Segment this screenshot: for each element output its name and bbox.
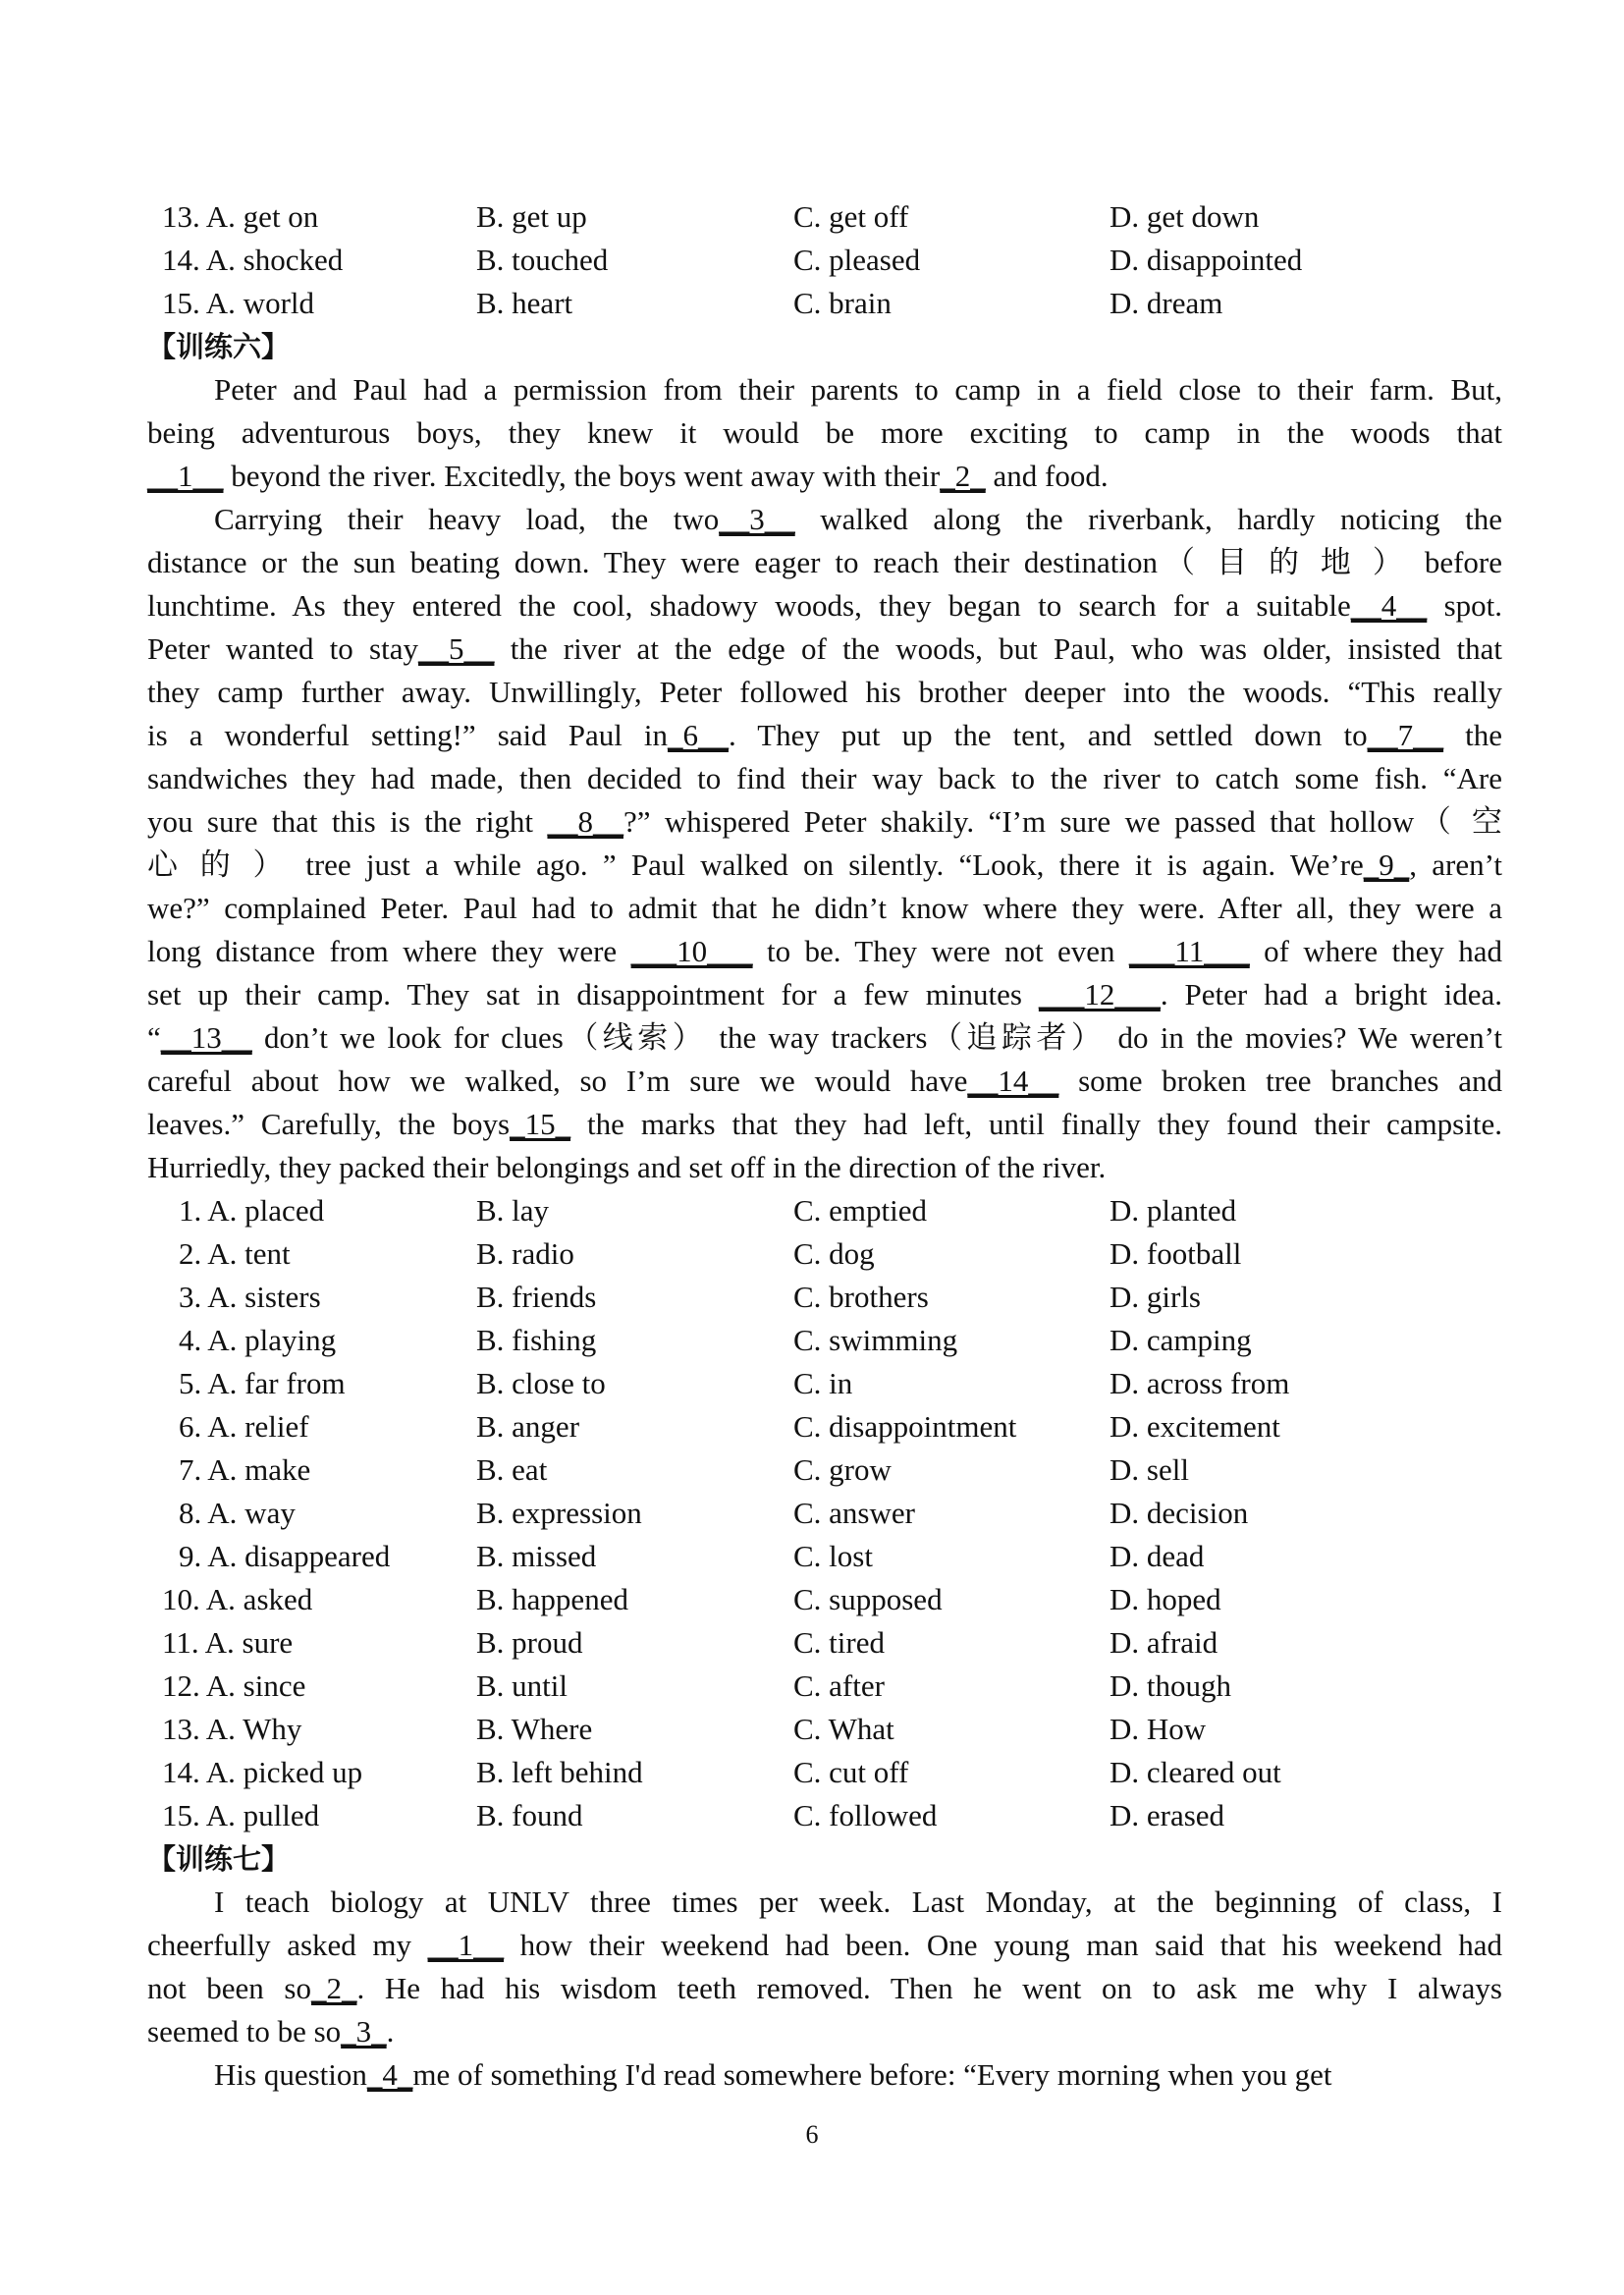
option-c: C. tired xyxy=(793,1625,885,1660)
option-c: C. followed xyxy=(793,1798,938,1832)
option-a xyxy=(179,1492,296,1535)
answer-blank: __1__ xyxy=(427,1928,505,1962)
option-row xyxy=(147,1535,1502,1578)
option-a xyxy=(162,1621,293,1665)
option-row xyxy=(147,282,1502,325)
option-row xyxy=(147,1232,1502,1276)
option-a xyxy=(179,1448,310,1492)
option-a-text: A. make xyxy=(207,1452,311,1487)
passage-text: how their weekend had been. One young man said that his weekend had xyxy=(504,1928,1502,1962)
option-a xyxy=(179,1319,336,1362)
option-c: C. brain xyxy=(793,286,892,320)
question-number: 9. xyxy=(179,1539,202,1573)
passage-text: careful about how we walked, so I’m sure we would have xyxy=(147,1064,968,1098)
answer-blank: _4_ xyxy=(366,2057,413,2092)
option-c: C. What xyxy=(793,1712,894,1746)
option-b: B. proud xyxy=(476,1625,583,1660)
question-number: 10. xyxy=(162,1582,200,1616)
option-b: B. radio xyxy=(476,1236,574,1271)
passage-line xyxy=(147,498,1502,541)
answer-blank: _15_ xyxy=(510,1107,571,1141)
passage-text: beyond the river. Excitedly, the boys went away with their xyxy=(223,459,941,493)
question-number: 6. xyxy=(179,1409,202,1444)
section-six-options xyxy=(147,1189,1502,1837)
answer-blank: __3__ xyxy=(719,502,795,536)
option-d: D. sell xyxy=(1110,1452,1189,1487)
option-c: C. cut off xyxy=(793,1755,909,1789)
passage-text: walked along the riverbank, hardly noticing the xyxy=(794,502,1502,536)
question-number: 5. xyxy=(179,1366,202,1400)
passage-text: don’t we look for clues（线索） the way trackers（追踪者） do in the movies? We weren’t xyxy=(251,1020,1502,1055)
passage-text: long distance from where they were xyxy=(147,934,631,968)
passage-line xyxy=(147,887,1502,930)
option-a xyxy=(179,1276,321,1319)
section-six-passage xyxy=(147,368,1502,1189)
option-a-text: A. relief xyxy=(207,1409,309,1444)
answer-blank: __4__ xyxy=(1350,588,1428,623)
passage-text: being adventurous boys, they knew it would be more exciting to camp in the woods that xyxy=(147,415,1502,450)
passage-line xyxy=(147,628,1502,671)
option-a xyxy=(162,1708,301,1751)
option-b: B. until xyxy=(476,1668,568,1703)
option-d: D. afraid xyxy=(1110,1625,1218,1660)
passage-text: and food. xyxy=(985,459,1109,493)
passage-line xyxy=(147,1881,1502,1924)
option-a-text: A. disappeared xyxy=(207,1539,391,1573)
option-d: D. though xyxy=(1110,1668,1231,1703)
question-number: 4. xyxy=(179,1323,202,1357)
question-number: 15. xyxy=(162,1798,200,1832)
passage-line xyxy=(147,541,1502,584)
option-b: B. heart xyxy=(476,286,573,320)
option-a xyxy=(162,1665,305,1708)
option-a-text: A. sisters xyxy=(207,1280,321,1314)
option-a xyxy=(179,1362,346,1405)
passage-text: ?” whispered Peter shakily. “I’m sure we passed that hollow（ 空 xyxy=(623,804,1502,839)
passage-text: distance or the sun beating down. They were eager to reach their destination（ 目 的 地 ） before xyxy=(147,545,1502,579)
passage-text: cheerfully asked my xyxy=(147,1928,428,1962)
option-a-text: A. sure xyxy=(204,1625,294,1660)
option-a-text: A. pulled xyxy=(205,1798,320,1832)
option-b: B. expression xyxy=(476,1496,642,1530)
question-number: 8. xyxy=(179,1496,202,1530)
passage-text: seemed to be so xyxy=(147,2014,342,2049)
passage-text: Peter and Paul had a permission from their parents to camp in a field close to their farm. But, xyxy=(214,372,1502,407)
option-b: B. lay xyxy=(476,1193,550,1228)
option-d: D. get down xyxy=(1110,199,1260,234)
passage-line xyxy=(147,1060,1502,1103)
option-c: C. in xyxy=(793,1366,853,1400)
option-a xyxy=(162,1578,312,1621)
option-b: B. anger xyxy=(476,1409,580,1444)
option-d: D. hoped xyxy=(1110,1582,1221,1616)
option-c: C. pleased xyxy=(793,243,921,277)
option-a xyxy=(179,1535,390,1578)
option-b: B. get up xyxy=(476,199,587,234)
question-number: 13. xyxy=(162,199,200,234)
question-number: 1. xyxy=(179,1193,202,1228)
question-number: 2. xyxy=(179,1236,202,1271)
answer-blank: __13__ xyxy=(160,1020,252,1055)
option-row xyxy=(147,1578,1502,1621)
passage-line xyxy=(147,455,1502,498)
option-row xyxy=(147,1794,1502,1837)
question-number: 15. xyxy=(162,286,200,320)
option-a-text: A. Why xyxy=(205,1712,302,1746)
option-row xyxy=(147,1708,1502,1751)
passage-text: is a wonderful setting!” said Paul in xyxy=(147,718,668,752)
passage-text: . Peter had a bright idea. xyxy=(1160,977,1502,1011)
passage-text: Hurriedly, they packed their belongings and set off in the direction of the river. xyxy=(147,1150,1107,1184)
passage-line xyxy=(147,757,1502,800)
answer-blank: __8__ xyxy=(547,804,623,839)
passage-text: we?” complained Peter. Paul had to admit that he didn’t know where they were. After all, they were a xyxy=(147,891,1502,925)
passage-line xyxy=(147,2053,1502,2097)
option-d: D. erased xyxy=(1110,1798,1225,1832)
passage-text: they camp further away. Unwillingly, Peter followed his brother deeper into the woods. “This really xyxy=(147,675,1502,709)
option-row xyxy=(147,1665,1502,1708)
option-c: C. after xyxy=(793,1668,885,1703)
option-a xyxy=(162,195,318,239)
option-row xyxy=(147,1621,1502,1665)
option-row xyxy=(147,239,1502,282)
question-number: 13. xyxy=(162,1712,200,1746)
passage-line xyxy=(147,844,1502,887)
section-seven-title: 【训练七】 xyxy=(147,1842,291,1876)
passage-text: you sure that this is the right xyxy=(147,804,548,839)
option-a xyxy=(179,1232,291,1276)
option-d: D. across from xyxy=(1110,1366,1290,1400)
answer-blank: ___11___ xyxy=(1128,934,1250,968)
passage-line xyxy=(147,714,1502,757)
passage-text: me of something I'd read somewhere before: “Every morning when you get xyxy=(412,2057,1332,2092)
question-number: 7. xyxy=(179,1452,202,1487)
option-d: D. football xyxy=(1110,1236,1242,1271)
answer-blank: ___12___ xyxy=(1038,977,1161,1011)
option-c: C. grow xyxy=(793,1452,892,1487)
passage-text: the river at the edge of the woods, but Paul, who was older, insisted that xyxy=(494,631,1502,666)
passage-text: . xyxy=(386,2014,395,2049)
question-number: 14. xyxy=(162,1755,200,1789)
option-row xyxy=(147,1319,1502,1362)
answer-blank: __14__ xyxy=(967,1064,1059,1098)
option-b: B. found xyxy=(476,1798,583,1832)
passage-line xyxy=(147,368,1502,411)
option-b: B. Where xyxy=(476,1712,593,1746)
option-b: B. friends xyxy=(476,1280,597,1314)
option-c: C. swimming xyxy=(793,1323,958,1357)
option-c: C. dog xyxy=(793,1236,875,1271)
option-d: D. cleared out xyxy=(1110,1755,1281,1789)
passage-line xyxy=(147,1146,1502,1189)
option-a xyxy=(162,239,343,282)
answer-blank: __7__ xyxy=(1367,718,1444,752)
passage-line xyxy=(147,584,1502,628)
passage-text: spot. xyxy=(1427,588,1502,623)
option-b: B. happened xyxy=(476,1582,628,1616)
passage-text: the xyxy=(1443,718,1503,752)
answer-blank: _3_ xyxy=(341,2014,387,2049)
option-row xyxy=(147,1276,1502,1319)
passage-line xyxy=(147,800,1502,844)
passage-line xyxy=(147,671,1502,714)
option-a xyxy=(162,1794,319,1837)
previous-options xyxy=(147,195,1502,325)
option-c: C. lost xyxy=(793,1539,873,1573)
option-a-text: A. playing xyxy=(207,1323,337,1357)
option-c: C. brothers xyxy=(793,1280,929,1314)
option-c: C. answer xyxy=(793,1496,915,1530)
option-c: C. disappointment xyxy=(793,1409,1017,1444)
option-a-text: A. asked xyxy=(205,1582,313,1616)
passage-line xyxy=(147,411,1502,455)
option-row xyxy=(147,195,1502,239)
option-b: B. eat xyxy=(476,1452,548,1487)
passage-line xyxy=(147,2010,1502,2053)
passage-text: not been so xyxy=(147,1971,311,2005)
passage-text: I teach biology at UNLV three times per week. Last Monday, at the beginning of class, I xyxy=(214,1885,1502,1919)
option-a xyxy=(162,1751,362,1794)
passage-line xyxy=(147,1967,1502,2010)
question-number: 12. xyxy=(162,1668,200,1703)
option-d: D. girls xyxy=(1110,1280,1201,1314)
question-number: 3. xyxy=(179,1280,202,1314)
option-a xyxy=(179,1189,324,1232)
option-c: C. emptied xyxy=(793,1193,928,1228)
passage-text: set up their camp. They sat in disappointment for a few minutes xyxy=(147,977,1039,1011)
passage-text: His question xyxy=(214,2057,367,2092)
option-b: B. fishing xyxy=(476,1323,597,1357)
option-row xyxy=(147,1751,1502,1794)
option-row xyxy=(147,1492,1502,1535)
answer-blank: __1__ xyxy=(147,459,224,493)
option-row xyxy=(147,1362,1502,1405)
answer-blank: _9_ xyxy=(1363,847,1410,882)
option-d: D. excitement xyxy=(1110,1409,1280,1444)
passage-text: some broken tree branches and xyxy=(1058,1064,1502,1098)
question-number: 11. xyxy=(162,1625,199,1660)
option-d: D. camping xyxy=(1110,1323,1252,1357)
question-number: 14. xyxy=(162,243,200,277)
passage-text: of where they had xyxy=(1249,934,1503,968)
option-a-text: A. shocked xyxy=(205,243,344,277)
passage-line xyxy=(147,930,1502,973)
passage-line xyxy=(147,1016,1502,1060)
page-number: 6 xyxy=(805,2120,819,2149)
option-a-text: A. tent xyxy=(207,1236,291,1271)
option-a-text: A. picked up xyxy=(205,1755,363,1789)
answer-blank: _2_ xyxy=(940,459,986,493)
passage-text: , aren’t xyxy=(1409,847,1502,882)
option-d: D. planted xyxy=(1110,1193,1237,1228)
option-row xyxy=(147,1405,1502,1448)
passage-text: 心 的 ） tree just a while ago. ” Paul walked on silently. “Look, there it is again. We’re xyxy=(147,847,1364,882)
option-d: D. disappointed xyxy=(1110,243,1303,277)
passage-text: sandwiches they had made, then decided to find their way back to the river to catch some fish. “Are xyxy=(147,761,1502,795)
answer-blank: _2_ xyxy=(310,1971,357,2005)
section-six-title: 【训练六】 xyxy=(147,330,291,363)
option-c: C. supposed xyxy=(793,1582,943,1616)
option-a-text: A. placed xyxy=(207,1193,325,1228)
passage-text: the marks that they had left, until finally they found their campsite. xyxy=(570,1107,1502,1141)
option-d: D. dead xyxy=(1110,1539,1205,1573)
option-b: B. close to xyxy=(476,1366,606,1400)
passage-line xyxy=(147,1103,1502,1146)
section-seven-passage xyxy=(147,1881,1502,2097)
passage-line xyxy=(147,973,1502,1016)
answer-blank: ___10___ xyxy=(630,934,753,968)
option-a-text: A. since xyxy=(205,1668,306,1703)
option-b: B. missed xyxy=(476,1539,597,1573)
option-a-text: A. get on xyxy=(205,199,319,234)
option-a-text: A. far from xyxy=(207,1366,346,1400)
passage-text: lunchtime. As they entered the cool, shadowy woods, they began to search for a suitable xyxy=(147,588,1351,623)
option-a xyxy=(179,1405,309,1448)
answer-blank: __5__ xyxy=(417,631,495,666)
option-a-text: A. way xyxy=(207,1496,296,1530)
passage-text: leaves.” Carefully, the boys xyxy=(147,1107,511,1141)
option-d: D. decision xyxy=(1110,1496,1249,1530)
passage-text: “ xyxy=(147,1020,161,1055)
option-a-text: A. world xyxy=(205,286,315,320)
option-d: D. How xyxy=(1110,1712,1207,1746)
option-b: B. touched xyxy=(476,243,609,277)
page-content xyxy=(147,195,1502,2097)
passage-text: . They put up the tent, and settled down to xyxy=(728,718,1368,752)
option-row xyxy=(147,1189,1502,1232)
answer-blank: _6__ xyxy=(667,718,729,752)
option-b: B. left behind xyxy=(476,1755,643,1789)
passage-text: to be. They were not even xyxy=(752,934,1129,968)
passage-text: Carrying their heavy load, the two xyxy=(214,502,720,536)
option-a xyxy=(162,282,314,325)
option-c: C. get off xyxy=(793,199,909,234)
passage-line xyxy=(147,1924,1502,1967)
option-d: D. dream xyxy=(1110,286,1223,320)
passage-text: Peter wanted to stay xyxy=(147,631,418,666)
passage-text: . He had his wisdom teeth removed. Then he went on to ask me why I always xyxy=(356,1971,1502,2005)
option-row xyxy=(147,1448,1502,1492)
